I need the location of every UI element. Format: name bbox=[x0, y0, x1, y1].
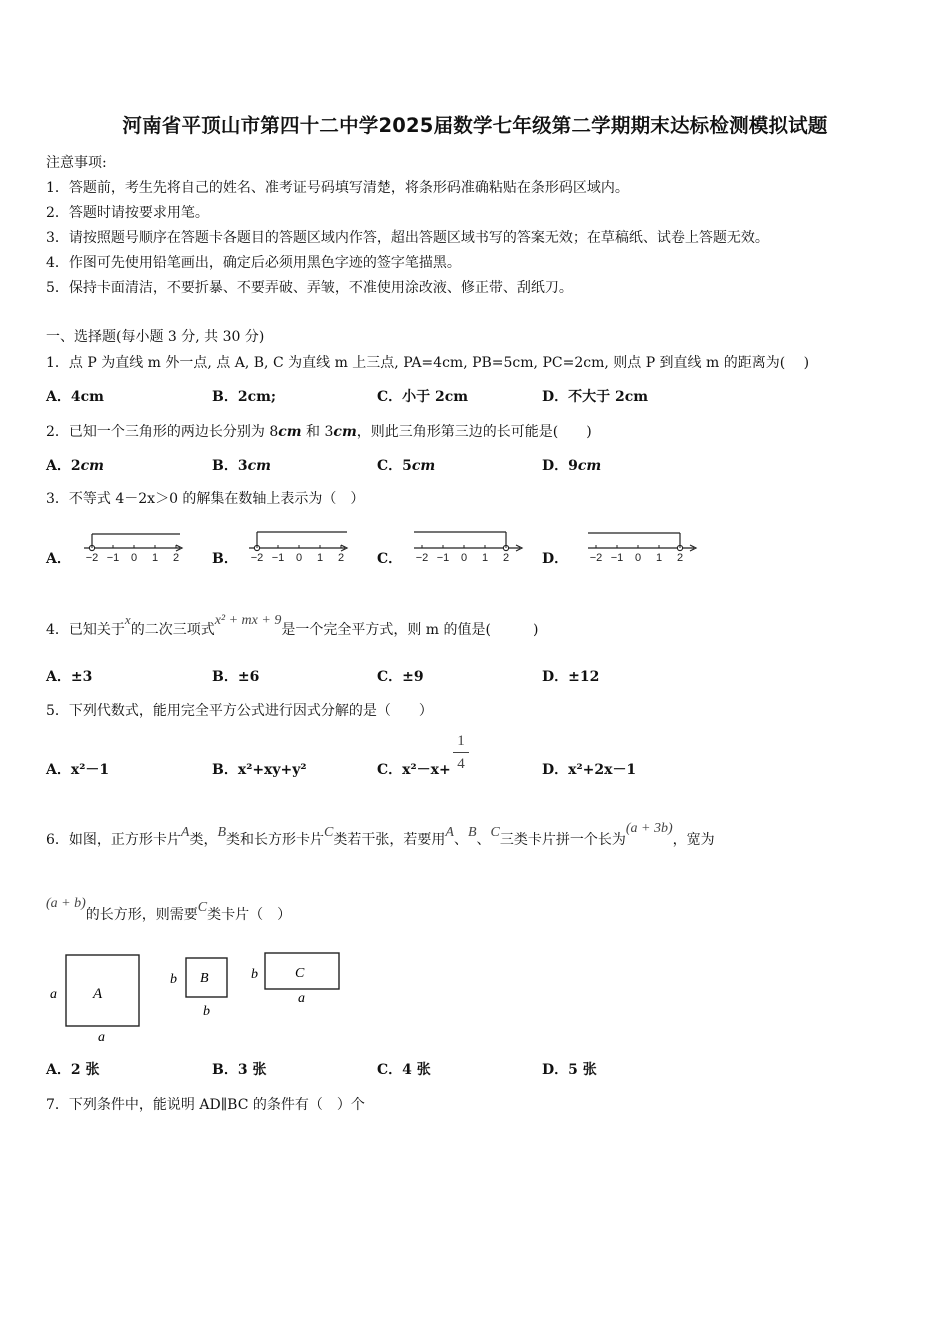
axis-tick-label: 0 bbox=[634, 552, 642, 564]
question-6-text-line2: (a + b)的长方形，则需要C类卡片（ ） bbox=[46, 896, 292, 923]
question-1-text: 1．点 P 为直线 m 外一点, 点 A, B, C 为直线 m 上三点, PA=4cm, PB=5cm, PC=2cm, 则点 P 到直线 m 的距离为( ) bbox=[46, 355, 810, 371]
card-a-label: A bbox=[93, 986, 103, 1002]
axis-tick-label: 1 bbox=[316, 552, 324, 564]
question-3-text: 3．不等式 4－2x＞0 的解集在数轴上表示为（ ） bbox=[46, 491, 365, 507]
card-b-label: B bbox=[200, 971, 209, 986]
axis-tick-label: −1 bbox=[436, 552, 450, 564]
fraction-bar bbox=[453, 752, 469, 753]
axis-tick-label: 2 bbox=[337, 552, 345, 564]
q2-option-d: D．9cm bbox=[542, 458, 602, 474]
axis-tick-label: 1 bbox=[655, 552, 663, 564]
axis-tick-label: 1 bbox=[151, 552, 159, 564]
q6-option-d: D．5 张 bbox=[542, 1062, 597, 1078]
q4-option-c: C．±9 bbox=[377, 669, 424, 685]
q2-option-c: C．5cm bbox=[377, 458, 436, 474]
q4-option-b: B．±6 bbox=[212, 669, 260, 685]
axis-tick-label: 1 bbox=[481, 552, 489, 564]
question-5-text: 5．下列代数式，能用完全平方公式进行因式分解的是（ ） bbox=[46, 703, 433, 719]
q5-option-b: B．x²+xy+y² bbox=[212, 762, 307, 778]
card-c-bottom-label: a bbox=[298, 991, 305, 1006]
q5-option-c: C．x²－x+ bbox=[377, 762, 451, 778]
notice-item-4: 4．作图可先使用铅笔画出，确定后必须用黑色字迹的签字笔描黑。 bbox=[46, 255, 461, 271]
q1-option-d: D．不大于 2cm bbox=[542, 389, 649, 405]
q3-option-a-label: A． bbox=[46, 551, 71, 567]
axis-tick-label: −2 bbox=[250, 552, 264, 564]
notice-item-2: 2．答题时请按要求用笔。 bbox=[46, 205, 209, 221]
card-a-bottom-label: a bbox=[98, 1030, 105, 1045]
card-a-square bbox=[66, 955, 139, 1026]
q6-option-b: B．3 张 bbox=[212, 1062, 267, 1078]
q3-option-c-label: C． bbox=[377, 551, 403, 567]
question-2-text: 2．已知一个三角形的两边长分别为 8cm 和 3cm，则此三角形第三边的长可能是( ) bbox=[46, 424, 592, 440]
q1-option-c: C．小于 2cm bbox=[377, 389, 469, 405]
q2-option-b: B．3cm bbox=[212, 458, 271, 474]
q3-number-line-c bbox=[410, 522, 530, 568]
axis-tick-label: 0 bbox=[295, 552, 303, 564]
q6-option-a: A．2 张 bbox=[46, 1062, 100, 1078]
q2-option-a: A．2cm bbox=[46, 458, 104, 474]
axis-tick-label: 2 bbox=[172, 552, 180, 564]
notice-item-5: 5．保持卡面清洁，不要折暴、不要弄破、弄皱，不准使用涂改液、修正带、刮纸刀。 bbox=[46, 280, 573, 296]
q1-option-b: B．2cm; bbox=[212, 389, 277, 405]
card-b-side-label: b bbox=[170, 972, 177, 987]
q3-option-d-label: D． bbox=[542, 551, 569, 567]
q1-option-a: A．4cm bbox=[46, 389, 104, 405]
q4-option-a: A．±3 bbox=[46, 669, 93, 685]
notice-item-3: 3．请按照题号顺序在答题卡各题目的答题区域内作答，超出答题区域书写的答案无效；在草稿纸、试卷上答题无效。 bbox=[46, 230, 769, 246]
q5-option-d: D．x²+2x－1 bbox=[542, 762, 637, 778]
exam-title: 河南省平顶山市第四十二中学2025届数学七年级第二学期期末达标检测模拟试题 bbox=[122, 114, 828, 137]
section-heading: 一、选择题(每小题 3 分, 共 30 分) bbox=[46, 329, 265, 345]
axis-tick-label: 2 bbox=[502, 552, 510, 564]
axis-tick-label: 2 bbox=[676, 552, 684, 564]
notice-heading: 注意事项: bbox=[46, 155, 107, 171]
axis-tick-label: −1 bbox=[610, 552, 624, 564]
question-7-text: 7．下列条件中，能说明 AD∥BC 的条件有（ ）个 bbox=[46, 1097, 365, 1113]
q5-option-a: A．x²－1 bbox=[46, 762, 110, 778]
q6-card-figure bbox=[46, 950, 346, 1045]
axis-tick-label: −1 bbox=[106, 552, 120, 564]
q3-option-b-label: B． bbox=[212, 551, 238, 567]
q3-number-line-a bbox=[80, 524, 200, 568]
axis-tick-label: −2 bbox=[85, 552, 99, 564]
axis-tick-label: −1 bbox=[271, 552, 285, 564]
question-4-text: 4．已知关于x的二次三项式x² + mx + 9是一个完全平方式，则 m 的值是( ) bbox=[46, 612, 539, 638]
card-b-bottom-label: b bbox=[203, 1004, 210, 1019]
card-c-side-label: b bbox=[251, 967, 258, 982]
notice-item-1: 1．答题前，考生先将自己的姓名、准考证号码填写清楚，将条形码准确粘贴在条形码区域内。 bbox=[46, 180, 629, 196]
q6-option-c: C．4 张 bbox=[377, 1062, 431, 1078]
q3-number-line-d bbox=[584, 524, 704, 568]
card-c-label: C bbox=[295, 966, 305, 981]
q4-option-d: D．±12 bbox=[542, 669, 600, 685]
q3-number-line-b bbox=[245, 524, 365, 568]
axis-tick-label: −2 bbox=[589, 552, 603, 564]
card-a-side-label: a bbox=[50, 987, 57, 1002]
axis-tick-label: 0 bbox=[130, 552, 138, 564]
axis-tick-label: 0 bbox=[460, 552, 468, 564]
question-6-text-line1: 6．如图，正方形卡片A类，B类和长方形卡片C类若干张，若要用A、B、C三类卡片拼一个长为(a + 3b)，宽为 bbox=[46, 821, 715, 848]
q4-polynomial: x² + mx + 9 bbox=[214, 613, 282, 628]
axis-tick-label: −2 bbox=[415, 552, 429, 564]
q5-fraction: 1 4 bbox=[452, 732, 470, 773]
